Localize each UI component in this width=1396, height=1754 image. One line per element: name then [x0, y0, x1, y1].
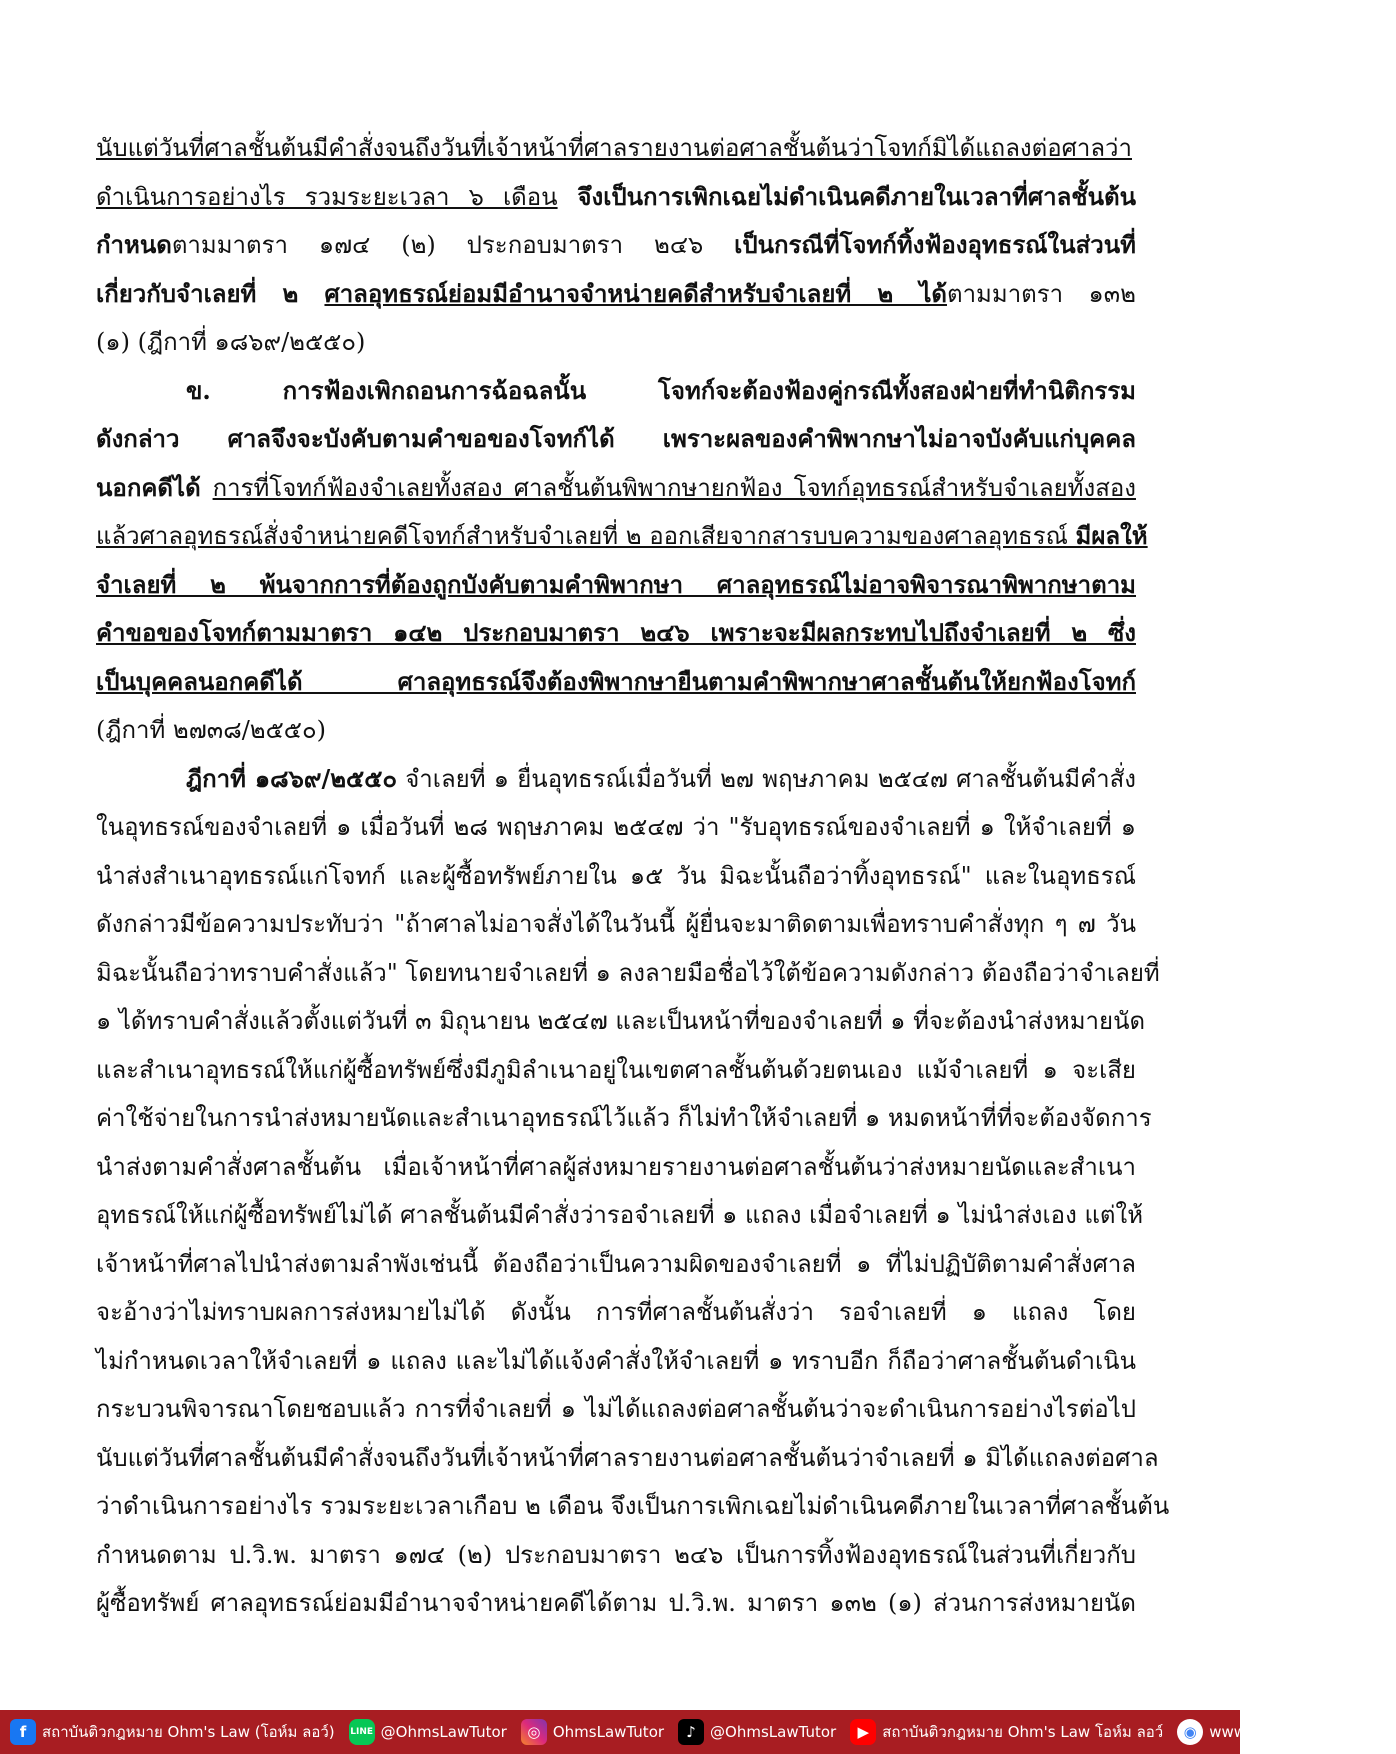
text-line	[96, 1434, 1159, 1483]
text-segment: ดังกล่าว ศาลจึงจะบังคับตามคำขอของโจทก์ได้ เพราะผลของคำพิพากษาไม่อาจบังคับแก่บุคคล	[96, 424, 1136, 453]
text-segment: (ฎีกาที่ ๒๗๓๘/๒๕๕๐)	[96, 716, 326, 744]
text-line	[96, 1482, 1170, 1531]
text-line	[96, 1191, 1144, 1240]
footer-bar	[0, 1710, 1396, 1754]
footer-link[interactable]	[10, 1719, 335, 1745]
text-segment: และสำเนาอุทธรณ์ให้แก่ผู้ซื้อทรัพย์ซึ่งมีภูมิลำเนาอยู่ในเขตศาลชั้นต้นด้วยตนเอง แม้จำเลยที่ ๑ จะเสีย	[96, 1055, 1136, 1084]
text-segment: มีผลให้	[1075, 521, 1148, 550]
footer-link-label: สถาบันติวกฎหมาย Ohm's Law (โอห์ม ลอว์)	[42, 1723, 335, 1741]
document-body	[96, 124, 1170, 1628]
footer-link[interactable]	[349, 1719, 507, 1745]
footer-link-label: OhmsLawTutor	[552, 1723, 665, 1741]
text-line	[96, 949, 1160, 998]
text-line	[96, 1288, 1136, 1337]
text-segment: ข. การฟ้องเพิกถอนการฉ้อฉลนั้น โจทก์จะต้องฟ้องคู่กรณีทั้งสองฝ่ายที่ทำนิติกรรม	[186, 375, 1136, 405]
text-line	[96, 755, 1136, 804]
text-line	[96, 803, 1136, 852]
text-segment: จะอ้างว่าไม่ทราบผลการส่งหมายไม่ได้ ดังนั้น การที่ศาลชั้นต้นสั่งว่า รอจำเลยที่ ๑ แถลง โดย	[96, 1298, 1136, 1326]
text-line	[96, 173, 1136, 222]
footer-link-label: @OhmsLawTutor	[710, 1723, 837, 1741]
text-segment: ดำเนินการอย่างไร รวมระยะเวลา ๖ เดือน	[96, 182, 558, 211]
text-line	[96, 464, 1136, 513]
text-segment: นอกคดีได้	[96, 472, 213, 502]
text-line	[96, 1531, 1136, 1580]
text-segment: (๑) (ฎีกาที่ ๑๘๖๙/๒๕๕๐)	[96, 328, 366, 356]
text-line	[96, 318, 1136, 367]
text-segment: ศาลอุทธรณ์ย่อมมีอำนาจจำหน่ายคดีสำหรับจำเลยที่ ๒ ได้	[324, 278, 947, 308]
text-segment: แล้วศาลอุทธรณ์สั่งจำหน่ายคดีโจทก์สำหรับจำเลยที่ ๒ ออกเสียจากสารบบความของศาลอุทธรณ์	[96, 522, 1076, 550]
text-segment: นับแต่วันที่ศาลชั้นต้นมีคำสั่งจนถึงวันที่เจ้าหน้าที่ศาลรายงานต่อศาลชั้นต้นว่าจำเลยที่ ๑ มิได้แถลงต่อศาล	[96, 1443, 1159, 1472]
text-segment: ตามมาตรา ๑๗๔ (๒) ประกอบมาตรา ๒๔๖	[171, 231, 735, 259]
text-line	[96, 900, 1136, 949]
text-line	[96, 221, 1136, 270]
text-segment: นำส่งสำเนาอุทธรณ์แก่โจทก์ และผู้ซื้อทรัพย์ภายใน ๑๕ วัน มิฉะนั้นถือว่าทิ้งอุทธรณ์" และในอุทธรณ์	[96, 861, 1136, 890]
text-line	[96, 1579, 1136, 1628]
text-segment: จำเลยที่ ๒ พ้นจากการที่ต้องถูกบังคับตามคำพิพากษา ศาลอุทธรณ์ไม่อาจพิจารณาพิพากษาตาม	[96, 569, 1136, 599]
text-line	[96, 367, 1136, 416]
text-line	[96, 1094, 1152, 1143]
text-line	[96, 706, 1136, 755]
text-segment: กำหนด	[96, 230, 172, 259]
text-line	[96, 1143, 1136, 1192]
tiktok-icon: ♪	[678, 1719, 704, 1745]
text-line	[96, 658, 1136, 707]
text-segment: เกี่ยวกับจำเลยที่ ๒	[96, 278, 325, 308]
text-segment: เป็นกรณีที่โจทก์ทิ้งฟ้องอุทธรณ์ในส่วนที่	[734, 230, 1136, 259]
footer-link-label: www.OhmsLawTutor.com	[1209, 1723, 1396, 1741]
text-line	[96, 1337, 1136, 1386]
text-segment: เจ้าหน้าที่ศาลไปนำส่งตามลำพังเช่นนี้ ต้องถือว่าเป็นความผิดของจำเลยที่ ๑ ที่ไม่ปฏิบัติตามคำสั่งศาล	[96, 1249, 1136, 1278]
text-line	[96, 124, 1136, 173]
text-segment: ตามมาตรา ๑๓๒	[946, 279, 1136, 308]
text-segment: นำส่งตามคำสั่งศาลชั้นต้น เมื่อเจ้าหน้าที่ศาลผู้ส่งหมายรายงานต่อศาลชั้นต้นว่าส่งหมายนัดและสำเนา	[96, 1152, 1136, 1181]
text-segment: จำเลยที่ ๑ ยื่นอุทธรณ์เมื่อวันที่ ๒๗ พฤษภาคม ๒๕๔๗ ศาลชั้นต้นมีคำสั่ง	[397, 764, 1136, 793]
text-segment: ดังกล่าวมีข้อความประทับว่า "ถ้าศาลไม่อาจสั่งได้ในวันนี้ ผู้ยื่นจะมาติดตามเพื่อทราบคำสั่งทุก ๆ ๗ วัน	[96, 910, 1136, 938]
text-line	[96, 852, 1136, 901]
text-segment: นับแต่วันที่ศาลชั้นต้นมีคำสั่งจนถึงวันที่เจ้าหน้าที่ศาลรายงานต่อศาลชั้นต้นว่าโจทก์มิได้แถลงต่อศาลว่า	[96, 134, 1132, 162]
text-segment: ว่าดำเนินการอย่างไร รวมระยะเวลาเกือบ ๒ เดือน จึงเป็นการเพิกเฉยไม่ดำเนินคดีภายในเวลาที่ศาลชั้นต้น	[96, 1492, 1170, 1520]
footer-link-label: สถาบันติวกฎหมาย Ohm's Law โอห์ม ลอว์	[882, 1723, 1164, 1741]
text-segment: ๑ ได้ทราบคำสั่งแล้วตั้งแต่วันที่ ๓ มิถุนายน ๒๕๔๗ และเป็นหน้าที่ของจำเลยที่ ๑ ที่จะต้องนำส่งหมายนัด	[96, 1007, 1146, 1035]
text-segment: ผู้ซื้อทรัพย์ ศาลอุทธรณ์ย่อมมีอำนาจจำหน่ายคดีได้ตาม ป.วิ.พ. มาตรา ๑๓๒ (๑) ส่วนการส่งหมายนัด	[96, 1589, 1136, 1617]
youtube-icon: ▶	[850, 1719, 876, 1745]
text-line	[96, 1046, 1136, 1095]
text-line	[96, 415, 1136, 464]
text-line	[96, 512, 1148, 561]
footer-link[interactable]	[1177, 1719, 1396, 1745]
text-segment: กระบวนพิจารณาโดยชอบแล้ว การที่จำเลยที่ ๑ ไม่ได้แถลงต่อศาลชั้นต้นว่าจะดำเนินการอย่างไรต่อไป	[96, 1395, 1136, 1423]
text-segment: มิฉะนั้นถือว่าทราบคำสั่งแล้ว" โดยทนายจำเลยที่ ๑ ลงลายมือชื่อไว้ใต้ข้อความดังกล่าว ต้องถือว่าจำเลยที่	[96, 958, 1160, 987]
text-line	[96, 270, 1136, 319]
line-icon: LINE	[349, 1719, 375, 1745]
footer-link-label: @OhmsLawTutor	[380, 1723, 507, 1741]
text-segment: ในอุทธรณ์ของจำเลยที่ ๑ เมื่อวันที่ ๒๘ พฤษภาคม ๒๕๔๗ ว่า "รับอุทธรณ์ของจำเลยที่ ๑ ให้จำเลยที่ ๑	[96, 813, 1136, 841]
instagram-icon: ◎	[521, 1719, 547, 1745]
text-segment: กำหนดตาม ป.วิ.พ. มาตรา ๑๗๔ (๒) ประกอบมาตรา ๒๔๖ เป็นการทิ้งฟ้องอุทธรณ์ในส่วนที่เกี่ยวกับ	[96, 1540, 1136, 1569]
footer-link[interactable]	[678, 1719, 836, 1745]
text-segment: อุทธรณ์ให้แก่ผู้ซื้อทรัพย์ไม่ได้ ศาลชั้นต้นมีคำสั่งว่ารอจำเลยที่ ๑ แถลง เมื่อจำเลยที่ ๑ ไม่นำส่งเอง แต่ให้	[96, 1201, 1144, 1229]
text-line	[96, 609, 1136, 658]
text-segment: จึงเป็นการเพิกเฉยไม่ดำเนินคดีภายในเวลาที่ศาลชั้นต้น	[557, 181, 1136, 211]
text-line	[96, 1240, 1136, 1289]
text-segment: ไม่กำหนดเวลาให้จำเลยที่ ๑ แถลง และไม่ได้แจ้งคำสั่งให้จำเลยที่ ๑ ทราบอีก ก็ถือว่าศาลชั้นต้นดำเนิน	[96, 1346, 1136, 1375]
chrome-icon: ◉	[1177, 1719, 1203, 1745]
text-line	[96, 997, 1146, 1046]
text-segment: คำขอของโจทก์ตามมาตรา ๑๔๒ ประกอบมาตรา ๒๔๖ เพราะจะมีผลกระทบไปถึงจำเลยที่ ๒ ซึ่ง	[96, 618, 1136, 647]
text-segment: การที่โจทก์ฟ้องจำเลยทั้งสอง ศาลชั้นต้นพิพากษายกฟ้อง โจทก์อุทธรณ์สำหรับจำเลยทั้งสอง	[212, 473, 1136, 502]
text-segment: ฎีกาที่ ๑๘๖๙/๒๕๕๐	[186, 763, 398, 793]
text-line	[96, 561, 1136, 610]
facebook-icon: f	[10, 1719, 36, 1745]
text-segment: เป็นบุคคลนอกคดีได้ ศาลอุทธรณ์จึงต้องพิพากษายืนตามคำพิพากษาศาลชั้นต้นให้ยกฟ้องโจทก์	[96, 666, 1136, 696]
footer-link[interactable]	[850, 1719, 1163, 1745]
text-segment: ค่าใช้จ่ายในการนำส่งหมายนัดและสำเนาอุทธรณ์ไว้แล้ว ก็ไม่ทำให้จำเลยที่ ๑ หมดหน้าที่ที่จะต้องจัดการ	[96, 1104, 1152, 1132]
text-line	[96, 1385, 1136, 1434]
footer-link[interactable]	[521, 1719, 664, 1745]
